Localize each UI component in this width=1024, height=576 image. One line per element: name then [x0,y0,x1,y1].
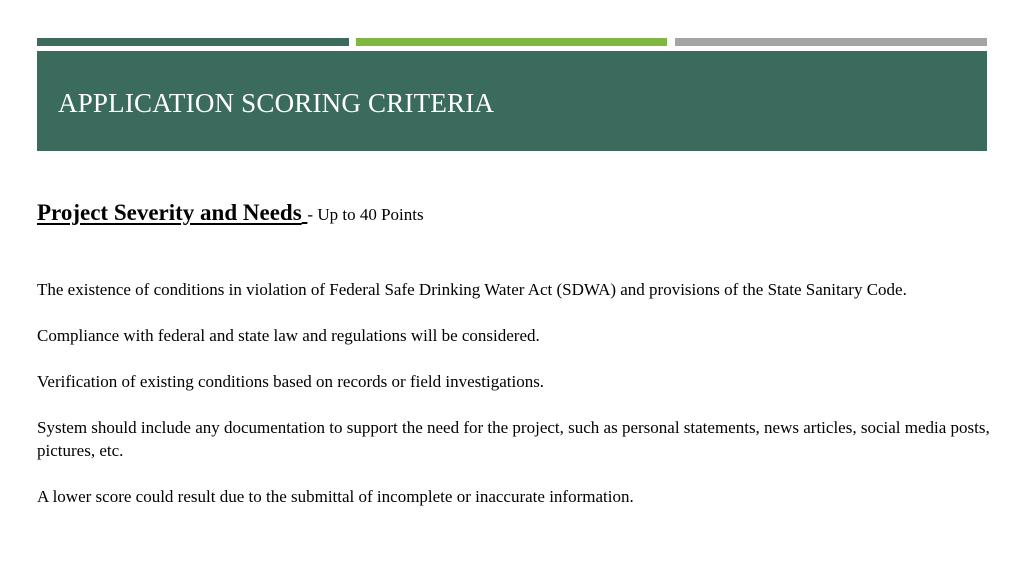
title-band [37,51,987,151]
section-heading: Project Severity and Needs [37,200,302,225]
paragraph-lower-score: A lower score could result due to the submittal of incomplete or inaccurate information. [37,487,634,506]
paragraph-verification: Verification of existing conditions based on records or field investigations. [37,372,545,391]
accent-bar-dark-green [37,38,349,46]
paragraph-documentation: System should include any documentation to support the need for the project, such as personal statements, news articles, social media posts, pictures, etc. [37,418,990,460]
accent-bar-light-green [356,38,667,46]
paragraph-violations: The existence of conditions in violation of Federal Safe Drinking Water Act (SDWA) and provisions of the State Sanitary Code. [37,280,907,299]
section-heading-line [37,200,1022,226]
accent-bar-gray [675,38,987,46]
section-subheading: - Up to 40 Points [307,205,424,224]
slide-title: APPLICATION SCORING CRITERIA [58,88,495,118]
slide-content [37,200,1022,506]
paragraph-compliance: Compliance with federal and state law and regulations will be considered. [37,326,540,345]
